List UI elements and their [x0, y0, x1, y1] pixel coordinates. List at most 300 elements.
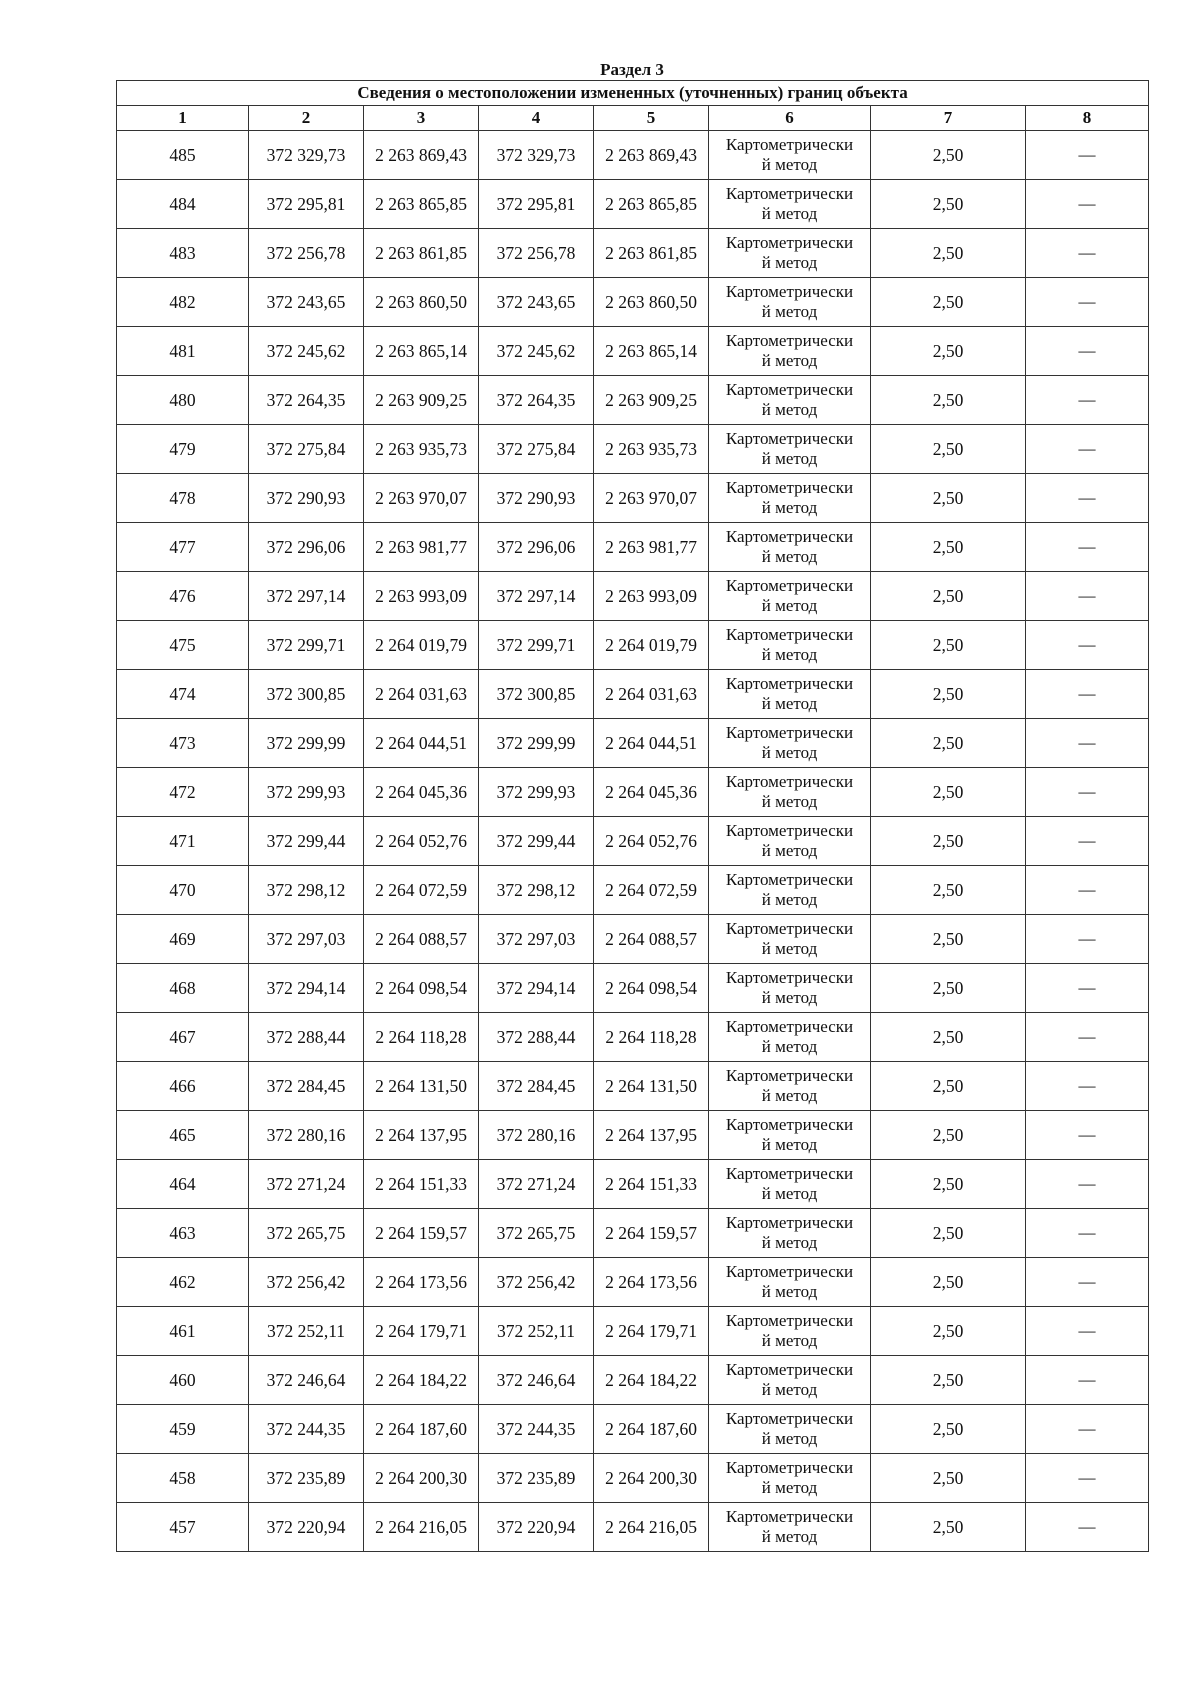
method-cell: [709, 768, 871, 817]
method-text-line: Картометрически: [725, 1017, 854, 1036]
method-text-line: Картометрически: [725, 380, 854, 399]
coordinate-cell: 2 263 865,85: [364, 180, 479, 229]
method-text-line: й метод: [761, 1282, 818, 1301]
coordinate-cell: 372 300,85: [479, 670, 594, 719]
coordinate-cell: 2 264 098,54: [364, 964, 479, 1013]
point-number-cell: 470: [117, 866, 249, 915]
point-number-cell: 463: [117, 1209, 249, 1258]
note-cell: —: [1026, 1111, 1149, 1160]
point-number-cell: 465: [117, 1111, 249, 1160]
coordinate-cell: 2 264 088,57: [364, 915, 479, 964]
coordinate-cell: 2 264 019,79: [594, 621, 709, 670]
method-cell: [709, 1209, 871, 1258]
table-row: [117, 1160, 1149, 1209]
method-cell: [709, 376, 871, 425]
coordinate-cell: 372 297,03: [479, 915, 594, 964]
coordinate-cell: 2 264 118,28: [364, 1013, 479, 1062]
note-cell: —: [1026, 278, 1149, 327]
column-number: 5: [594, 106, 709, 131]
point-number-cell: 476: [117, 572, 249, 621]
coordinate-cell: 2 264 137,95: [594, 1111, 709, 1160]
coordinate-cell: 372 220,94: [249, 1503, 364, 1552]
note-cell: —: [1026, 180, 1149, 229]
point-number-cell: 479: [117, 425, 249, 474]
coordinate-cell: 2 264 045,36: [364, 768, 479, 817]
method-text-line: Картометрически: [725, 1458, 854, 1477]
accuracy-cell: 2,50: [871, 278, 1026, 327]
note-cell: —: [1026, 1503, 1149, 1552]
coordinate-cell: 372 294,14: [479, 964, 594, 1013]
point-number-cell: 480: [117, 376, 249, 425]
coordinate-cell: 2 264 019,79: [364, 621, 479, 670]
note-cell: —: [1026, 1307, 1149, 1356]
method-text-line: Картометрически: [725, 772, 854, 791]
method-text-line: Картометрически: [725, 576, 854, 595]
coordinate-cell: 372 288,44: [249, 1013, 364, 1062]
point-number-cell: 474: [117, 670, 249, 719]
point-number-cell: 464: [117, 1160, 249, 1209]
coordinate-cell: 2 264 216,05: [364, 1503, 479, 1552]
method-text-line: Картометрически: [725, 1507, 854, 1526]
accuracy-cell: 2,50: [871, 1454, 1026, 1503]
method-cell: [709, 572, 871, 621]
accuracy-cell: 2,50: [871, 719, 1026, 768]
coordinate-cell: 372 299,99: [249, 719, 364, 768]
method-cell: [709, 1503, 871, 1552]
coordinate-cell: 2 264 216,05: [594, 1503, 709, 1552]
table-row: [117, 1405, 1149, 1454]
coordinate-cell: 372 275,84: [479, 425, 594, 474]
method-text-line: Картометрически: [725, 968, 854, 987]
point-number-cell: 471: [117, 817, 249, 866]
point-number-cell: 485: [117, 131, 249, 180]
note-cell: —: [1026, 915, 1149, 964]
method-text-line: й метод: [761, 1380, 818, 1399]
point-number-cell: 466: [117, 1062, 249, 1111]
coordinate-cell: 372 298,12: [249, 866, 364, 915]
coordinate-cell: 2 264 200,30: [364, 1454, 479, 1503]
document-page: [116, 60, 1148, 1552]
table-row: [117, 1111, 1149, 1160]
method-text-line: й метод: [761, 1233, 818, 1252]
note-cell: —: [1026, 621, 1149, 670]
coordinate-cell: 2 264 052,76: [594, 817, 709, 866]
boundary-coordinates-table: [116, 80, 1149, 1552]
point-number-cell: 457: [117, 1503, 249, 1552]
method-text-line: й метод: [761, 253, 818, 272]
coordinate-cell: 2 264 044,51: [594, 719, 709, 768]
accuracy-cell: 2,50: [871, 131, 1026, 180]
method-text-line: й метод: [761, 841, 818, 860]
method-cell: [709, 1258, 871, 1307]
coordinate-cell: 2 264 179,71: [364, 1307, 479, 1356]
accuracy-cell: 2,50: [871, 964, 1026, 1013]
note-cell: —: [1026, 1160, 1149, 1209]
coordinate-cell: 372 299,44: [479, 817, 594, 866]
coordinate-cell: 372 297,03: [249, 915, 364, 964]
coordinate-cell: 372 299,71: [249, 621, 364, 670]
coordinate-cell: 372 295,81: [479, 180, 594, 229]
method-cell: [709, 1013, 871, 1062]
coordinate-cell: 372 284,45: [249, 1062, 364, 1111]
table-row: [117, 572, 1149, 621]
method-text-line: Картометрически: [725, 674, 854, 693]
method-text-line: Картометрически: [725, 1115, 854, 1134]
coordinate-cell: 372 329,73: [479, 131, 594, 180]
note-cell: —: [1026, 768, 1149, 817]
method-text-line: Картометрически: [725, 1311, 854, 1330]
method-text-line: Картометрически: [725, 870, 854, 889]
method-cell: [709, 817, 871, 866]
coordinate-cell: 2 263 935,73: [364, 425, 479, 474]
method-text-line: Картометрически: [725, 1409, 854, 1428]
table-row: [117, 670, 1149, 719]
table-row: [117, 1258, 1149, 1307]
point-number-cell: 461: [117, 1307, 249, 1356]
note-cell: —: [1026, 719, 1149, 768]
accuracy-cell: 2,50: [871, 327, 1026, 376]
coordinate-cell: 2 264 184,22: [594, 1356, 709, 1405]
note-cell: —: [1026, 474, 1149, 523]
method-cell: [709, 1062, 871, 1111]
method-cell: [709, 1307, 871, 1356]
coordinate-cell: 2 263 970,07: [364, 474, 479, 523]
note-cell: —: [1026, 327, 1149, 376]
coordinate-cell: 2 264 159,57: [364, 1209, 479, 1258]
coordinate-cell: 2 264 184,22: [364, 1356, 479, 1405]
table-row: [117, 1503, 1149, 1552]
coordinate-cell: 372 243,65: [249, 278, 364, 327]
method-text-line: й метод: [761, 155, 818, 174]
coordinate-cell: 372 298,12: [479, 866, 594, 915]
coordinate-cell: 2 264 137,95: [364, 1111, 479, 1160]
coordinate-cell: 2 264 031,63: [364, 670, 479, 719]
method-text-line: й метод: [761, 939, 818, 958]
coordinate-cell: 2 264 072,59: [364, 866, 479, 915]
method-cell: [709, 915, 871, 964]
point-number-cell: 482: [117, 278, 249, 327]
table-row: [117, 1454, 1149, 1503]
coordinate-cell: 2 264 118,28: [594, 1013, 709, 1062]
coordinate-cell: 372 280,16: [479, 1111, 594, 1160]
coordinate-cell: 2 263 981,77: [364, 523, 479, 572]
coordinate-cell: 372 245,62: [479, 327, 594, 376]
table-row: [117, 523, 1149, 572]
method-text-line: й метод: [761, 1037, 818, 1056]
coordinate-cell: 2 263 993,09: [594, 572, 709, 621]
table-row: [117, 474, 1149, 523]
method-text-line: Картометрически: [725, 919, 854, 938]
method-text-line: Картометрически: [725, 135, 854, 154]
coordinate-cell: 372 329,73: [249, 131, 364, 180]
method-cell: [709, 474, 871, 523]
accuracy-cell: 2,50: [871, 1160, 1026, 1209]
coordinate-cell: 2 264 131,50: [364, 1062, 479, 1111]
table-row: [117, 817, 1149, 866]
coordinate-cell: 2 264 187,60: [364, 1405, 479, 1454]
coordinate-cell: 372 235,89: [249, 1454, 364, 1503]
method-text-line: й метод: [761, 1478, 818, 1497]
column-number: 1: [117, 106, 249, 131]
coordinate-cell: 372 264,35: [249, 376, 364, 425]
method-text-line: й метод: [761, 498, 818, 517]
accuracy-cell: 2,50: [871, 1503, 1026, 1552]
coordinate-cell: 372 300,85: [249, 670, 364, 719]
coordinate-cell: 372 295,81: [249, 180, 364, 229]
coordinate-cell: 2 264 044,51: [364, 719, 479, 768]
table-row: [117, 1209, 1149, 1258]
note-cell: —: [1026, 1209, 1149, 1258]
coordinate-cell: 2 264 200,30: [594, 1454, 709, 1503]
coordinate-cell: 372 294,14: [249, 964, 364, 1013]
method-cell: [709, 866, 871, 915]
point-number-cell: 467: [117, 1013, 249, 1062]
note-cell: —: [1026, 1062, 1149, 1111]
method-cell: [709, 278, 871, 327]
coordinate-cell: 2 263 865,85: [594, 180, 709, 229]
accuracy-cell: 2,50: [871, 229, 1026, 278]
method-text-line: Картометрически: [725, 282, 854, 301]
coordinate-cell: 372 252,11: [479, 1307, 594, 1356]
method-text-line: Картометрически: [725, 184, 854, 203]
coordinate-cell: 372 299,99: [479, 719, 594, 768]
accuracy-cell: 2,50: [871, 376, 1026, 425]
method-text-line: Картометрически: [725, 429, 854, 448]
coordinate-cell: 372 296,06: [479, 523, 594, 572]
coordinate-cell: 2 263 869,43: [364, 131, 479, 180]
method-text-line: Картометрически: [725, 625, 854, 644]
table-row: [117, 964, 1149, 1013]
method-text-line: й метод: [761, 1086, 818, 1105]
method-text-line: й метод: [761, 351, 818, 370]
note-cell: —: [1026, 523, 1149, 572]
point-number-cell: 468: [117, 964, 249, 1013]
coordinate-cell: 372 299,71: [479, 621, 594, 670]
point-number-cell: 475: [117, 621, 249, 670]
accuracy-cell: 2,50: [871, 180, 1026, 229]
method-text-line: й метод: [761, 204, 818, 223]
coordinate-cell: 2 263 860,50: [364, 278, 479, 327]
coordinate-cell: 2 264 072,59: [594, 866, 709, 915]
method-text-line: й метод: [761, 1527, 818, 1546]
table-row: [117, 180, 1149, 229]
point-number-cell: 472: [117, 768, 249, 817]
method-text-line: й метод: [761, 792, 818, 811]
coordinate-cell: 372 297,14: [479, 572, 594, 621]
coordinate-cell: 372 265,75: [479, 1209, 594, 1258]
coordinate-cell: 372 275,84: [249, 425, 364, 474]
method-text-line: й метод: [761, 694, 818, 713]
point-number-cell: 481: [117, 327, 249, 376]
note-cell: —: [1026, 964, 1149, 1013]
point-number-cell: 473: [117, 719, 249, 768]
method-text-line: Картометрически: [725, 1066, 854, 1085]
coordinate-cell: 372 245,62: [249, 327, 364, 376]
coordinate-cell: 372 271,24: [479, 1160, 594, 1209]
point-number-cell: 477: [117, 523, 249, 572]
method-text-line: Картометрически: [725, 1262, 854, 1281]
method-cell: [709, 719, 871, 768]
method-cell: [709, 327, 871, 376]
method-cell: [709, 1111, 871, 1160]
table-row: [117, 229, 1149, 278]
table-caption: Сведения о местоположении измененных (уточненных) границ объекта: [117, 81, 1149, 106]
accuracy-cell: 2,50: [871, 474, 1026, 523]
accuracy-cell: 2,50: [871, 817, 1026, 866]
method-text-line: Картометрически: [725, 1164, 854, 1183]
method-text-line: й метод: [761, 302, 818, 321]
method-text-line: й метод: [761, 1135, 818, 1154]
note-cell: —: [1026, 1405, 1149, 1454]
coordinate-cell: 372 256,78: [479, 229, 594, 278]
coordinate-cell: 372 299,93: [249, 768, 364, 817]
coordinate-cell: 372 284,45: [479, 1062, 594, 1111]
table-row: [117, 866, 1149, 915]
coordinate-cell: 2 264 151,33: [594, 1160, 709, 1209]
coordinate-cell: 372 256,42: [479, 1258, 594, 1307]
coordinate-cell: 372 256,42: [249, 1258, 364, 1307]
coordinate-cell: 372 288,44: [479, 1013, 594, 1062]
method-text-line: й метод: [761, 743, 818, 762]
note-cell: —: [1026, 229, 1149, 278]
accuracy-cell: 2,50: [871, 1405, 1026, 1454]
method-text-line: й метод: [761, 1331, 818, 1350]
coordinate-cell: 372 246,64: [479, 1356, 594, 1405]
coordinate-cell: 372 244,35: [479, 1405, 594, 1454]
coordinate-cell: 372 297,14: [249, 572, 364, 621]
coordinate-cell: 2 264 159,57: [594, 1209, 709, 1258]
accuracy-cell: 2,50: [871, 425, 1026, 474]
note-cell: —: [1026, 425, 1149, 474]
coordinate-cell: 372 246,64: [249, 1356, 364, 1405]
note-cell: —: [1026, 670, 1149, 719]
method-text-line: Картометрически: [725, 233, 854, 252]
coordinate-cell: 2 264 179,71: [594, 1307, 709, 1356]
table-row: [117, 1013, 1149, 1062]
coordinate-cell: 372 271,24: [249, 1160, 364, 1209]
method-cell: [709, 1160, 871, 1209]
accuracy-cell: 2,50: [871, 915, 1026, 964]
coordinate-cell: 372 252,11: [249, 1307, 364, 1356]
coordinate-cell: 2 263 970,07: [594, 474, 709, 523]
coordinate-cell: 2 263 909,25: [594, 376, 709, 425]
accuracy-cell: 2,50: [871, 1258, 1026, 1307]
method-cell: [709, 670, 871, 719]
note-cell: —: [1026, 1356, 1149, 1405]
note-cell: —: [1026, 572, 1149, 621]
method-cell: [709, 621, 871, 670]
note-cell: —: [1026, 1013, 1149, 1062]
coordinate-cell: 2 264 031,63: [594, 670, 709, 719]
method-text-line: й метод: [761, 449, 818, 468]
coordinate-cell: 372 235,89: [479, 1454, 594, 1503]
accuracy-cell: 2,50: [871, 621, 1026, 670]
method-cell: [709, 425, 871, 474]
table-row: [117, 425, 1149, 474]
method-text-line: Картометрически: [725, 821, 854, 840]
method-cell: [709, 131, 871, 180]
coordinate-cell: 2 264 088,57: [594, 915, 709, 964]
coordinate-cell: 372 243,65: [479, 278, 594, 327]
point-number-cell: 462: [117, 1258, 249, 1307]
method-text-line: Картометрически: [725, 527, 854, 546]
accuracy-cell: 2,50: [871, 768, 1026, 817]
note-cell: —: [1026, 376, 1149, 425]
coordinate-cell: 372 290,93: [479, 474, 594, 523]
accuracy-cell: 2,50: [871, 1062, 1026, 1111]
point-number-cell: 460: [117, 1356, 249, 1405]
table-row: [117, 915, 1149, 964]
coordinate-cell: 372 299,44: [249, 817, 364, 866]
accuracy-cell: 2,50: [871, 670, 1026, 719]
note-cell: —: [1026, 1454, 1149, 1503]
table-row: [117, 768, 1149, 817]
accuracy-cell: 2,50: [871, 1013, 1026, 1062]
table-row: [117, 1356, 1149, 1405]
method-text-line: й метод: [761, 596, 818, 615]
method-text-line: й метод: [761, 645, 818, 664]
coordinate-cell: 2 264 131,50: [594, 1062, 709, 1111]
table-row: [117, 1062, 1149, 1111]
method-text-line: й метод: [761, 890, 818, 909]
method-cell: [709, 1454, 871, 1503]
method-text-line: Картометрически: [725, 723, 854, 742]
coordinate-cell: 372 296,06: [249, 523, 364, 572]
coordinate-cell: 2 263 865,14: [364, 327, 479, 376]
method-text-line: Картометрически: [725, 1213, 854, 1232]
column-number: 6: [709, 106, 871, 131]
column-number-row: [117, 106, 1149, 131]
note-cell: —: [1026, 131, 1149, 180]
point-number-cell: 469: [117, 915, 249, 964]
coordinate-cell: 2 263 861,85: [364, 229, 479, 278]
method-text-line: й метод: [761, 988, 818, 1007]
accuracy-cell: 2,50: [871, 866, 1026, 915]
table-row: [117, 621, 1149, 670]
method-text-line: Картометрически: [725, 331, 854, 350]
method-text-line: Картометрически: [725, 478, 854, 497]
method-text-line: й метод: [761, 1429, 818, 1448]
coordinate-cell: 372 265,75: [249, 1209, 364, 1258]
coordinate-cell: 372 290,93: [249, 474, 364, 523]
method-cell: [709, 1356, 871, 1405]
accuracy-cell: 2,50: [871, 572, 1026, 621]
note-cell: —: [1026, 1258, 1149, 1307]
method-cell: [709, 523, 871, 572]
method-cell: [709, 964, 871, 1013]
coordinate-cell: 2 264 187,60: [594, 1405, 709, 1454]
column-number: 4: [479, 106, 594, 131]
coordinate-cell: 2 264 098,54: [594, 964, 709, 1013]
coordinate-cell: 372 256,78: [249, 229, 364, 278]
accuracy-cell: 2,50: [871, 1209, 1026, 1258]
column-number: 2: [249, 106, 364, 131]
point-number-cell: 478: [117, 474, 249, 523]
point-number-cell: 483: [117, 229, 249, 278]
table-row: [117, 278, 1149, 327]
coordinate-cell: 2 263 993,09: [364, 572, 479, 621]
coordinate-cell: 2 263 860,50: [594, 278, 709, 327]
coordinate-cell: 2 264 151,33: [364, 1160, 479, 1209]
coordinate-cell: 2 264 173,56: [364, 1258, 479, 1307]
point-number-cell: 458: [117, 1454, 249, 1503]
table-caption-row: [117, 81, 1149, 106]
note-cell: —: [1026, 866, 1149, 915]
coordinate-cell: 2 263 865,14: [594, 327, 709, 376]
table-row: [117, 376, 1149, 425]
coordinate-cell: 372 280,16: [249, 1111, 364, 1160]
table-row: [117, 327, 1149, 376]
